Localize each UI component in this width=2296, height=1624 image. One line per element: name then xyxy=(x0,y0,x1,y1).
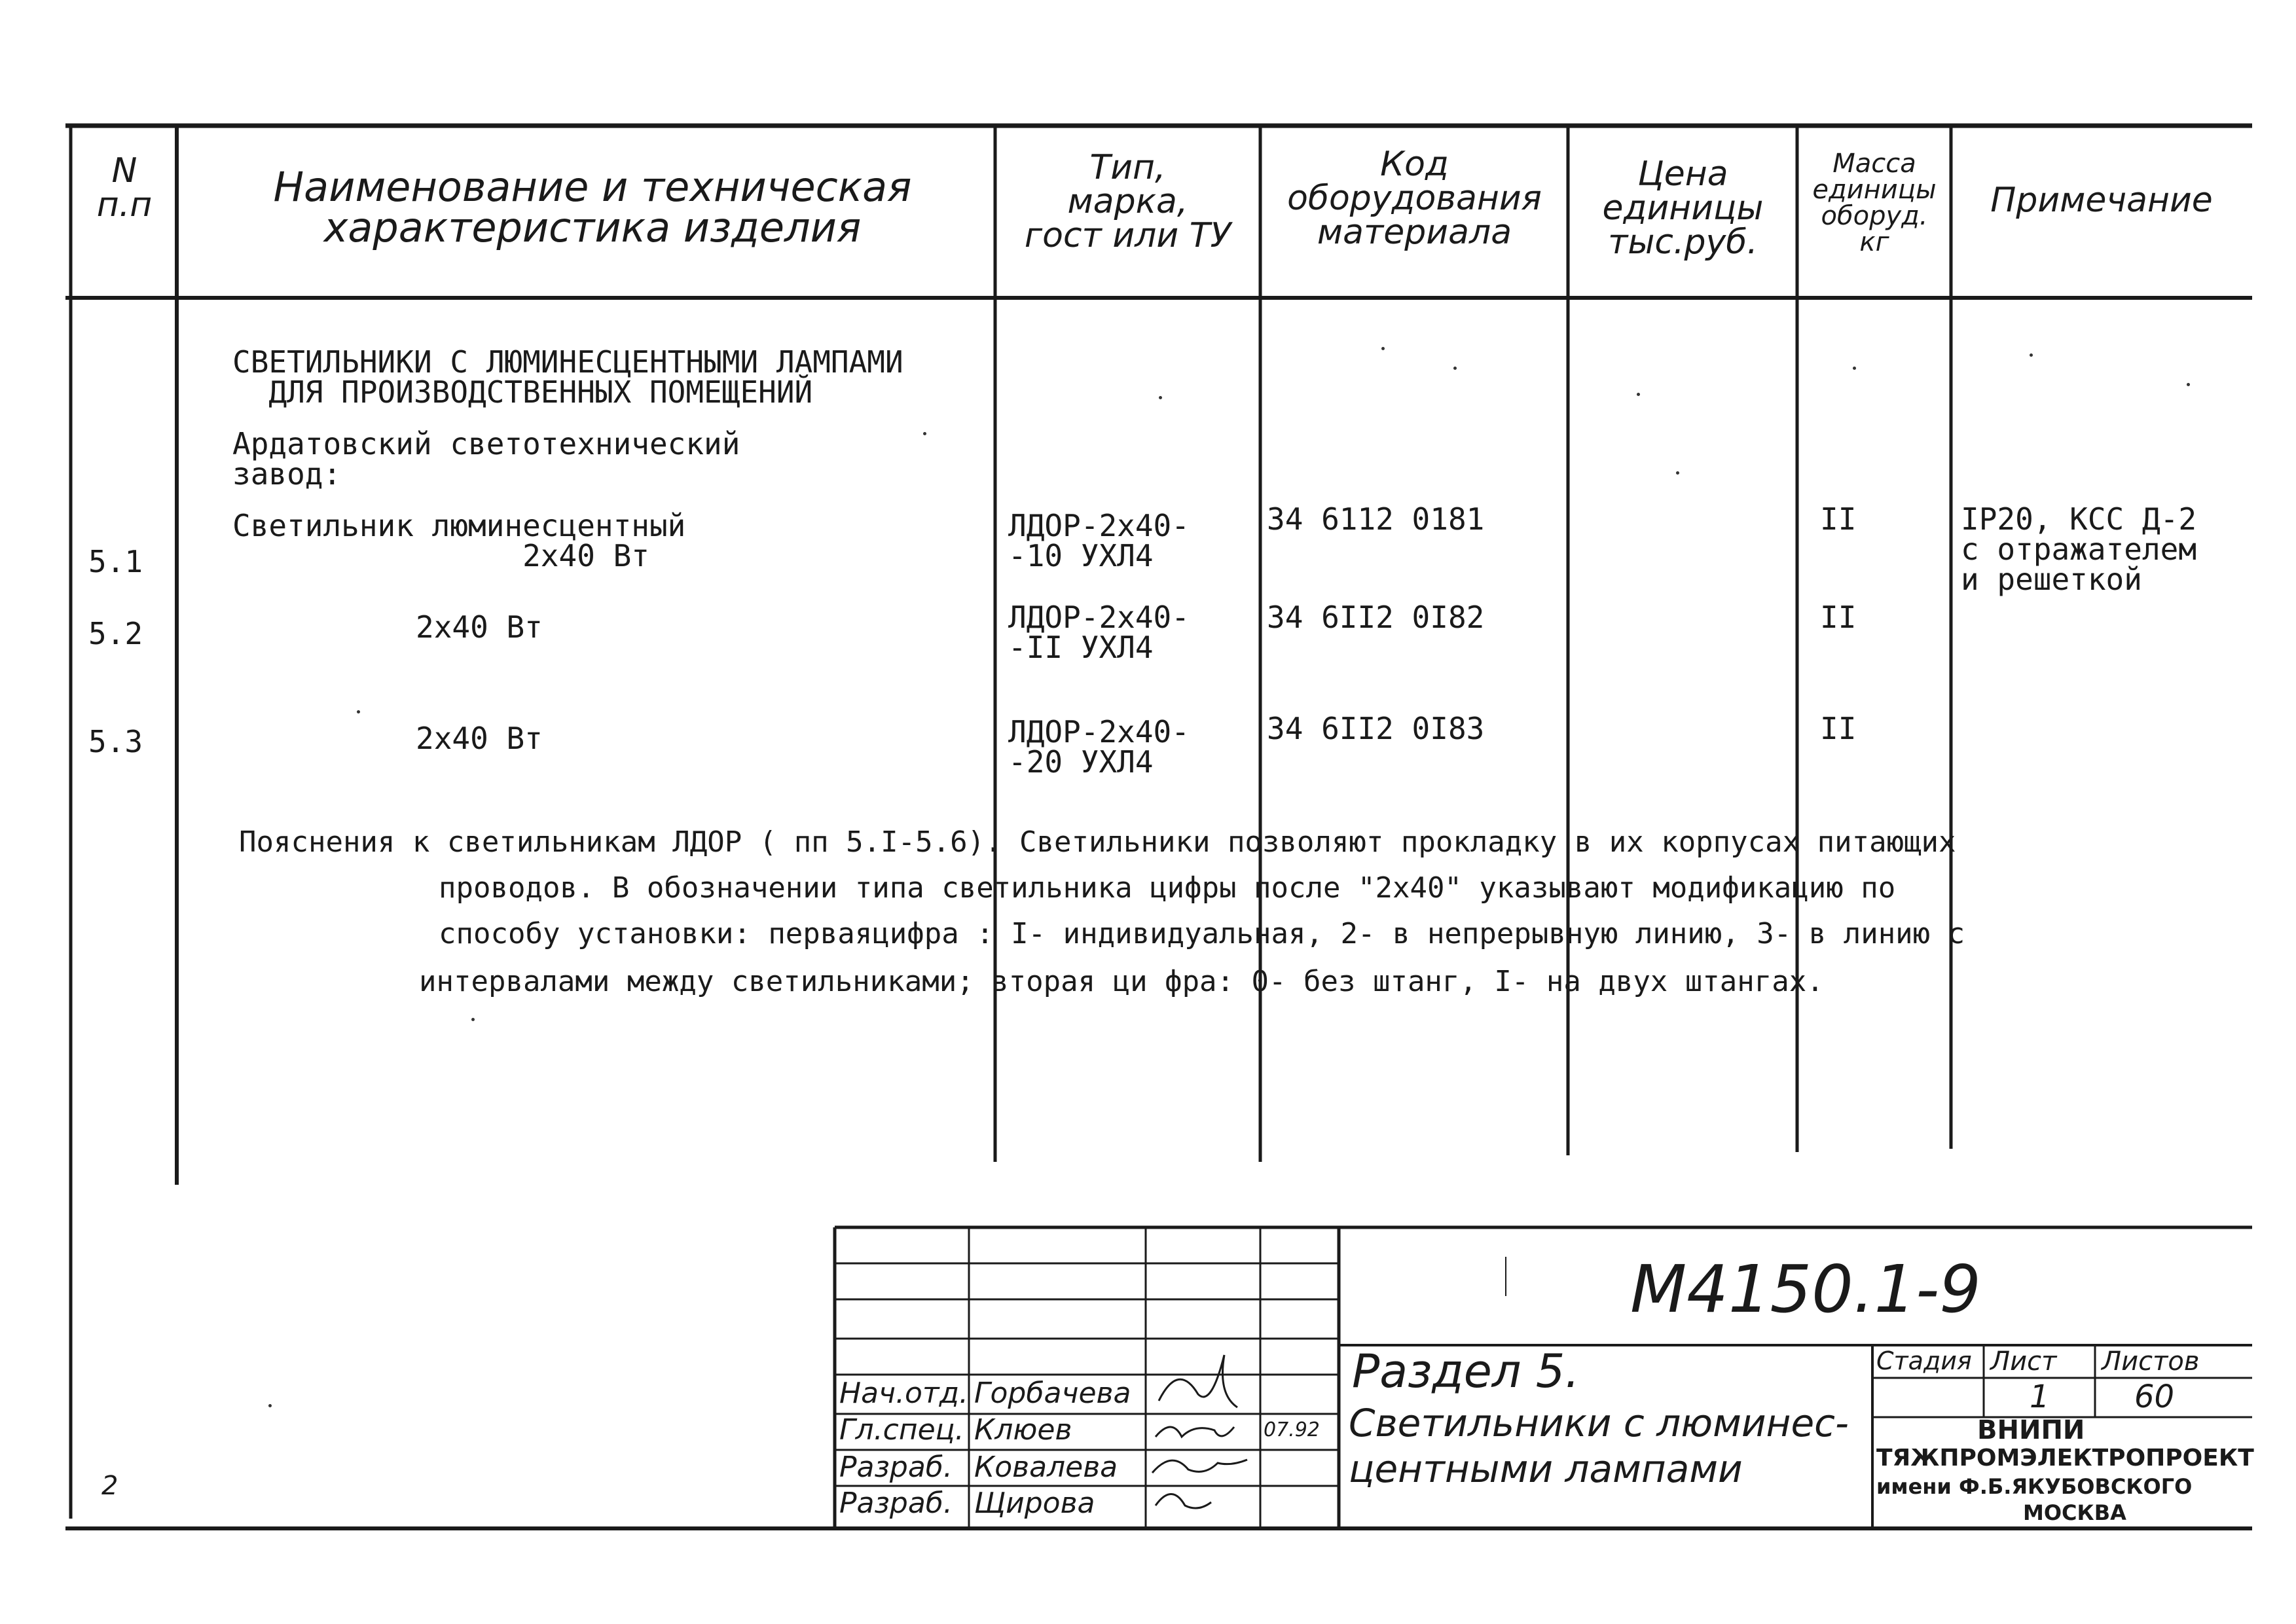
scan-speck xyxy=(923,432,926,435)
row-code: 34 6II2 0I83 xyxy=(1267,711,1485,746)
scan-speck xyxy=(268,1404,272,1407)
scan-speck xyxy=(1381,347,1385,350)
header-mass: Масса единицы оборуд. кг xyxy=(1812,149,1937,257)
org-city: МОСКВА xyxy=(2023,1500,2126,1525)
sheets-label: Листов xyxy=(2102,1346,2200,1377)
role-label: Разраб. xyxy=(839,1451,953,1484)
signature xyxy=(1156,1494,1211,1509)
explanation-line: интервалами между светильниками; вторая ци фра: 0- без штанг, I- на двух штангах. xyxy=(419,965,1824,998)
org-name: ТЯЖПРОМЭЛЕКТРОПРОЕКТ xyxy=(1876,1445,2254,1471)
org-name: имени Ф.Б.ЯКУБОВСКОГО xyxy=(1876,1474,2193,1499)
section-title: СВЕТИЛЬНИКИ С ЛЮМИНЕСЦЕНТНЫМИ ЛАМПАМИ ДЛЯ ПРОИЗВОДСТВЕННЫХ ПОМЕЩЕНИЙ xyxy=(232,344,903,410)
signature xyxy=(1152,1460,1247,1473)
manufacturer: Ардатовский светотехнический завод: xyxy=(232,426,740,492)
stage-label: Стадия xyxy=(1876,1346,1972,1375)
scan-speck xyxy=(1637,393,1640,396)
role-label: Гл.спец. xyxy=(839,1413,964,1447)
person-name: Ковалева xyxy=(974,1451,1118,1484)
section-label: Раздел 5. xyxy=(1352,1344,1580,1398)
header-name: Наименование и техническая характеристика изделия xyxy=(273,163,912,251)
row-num: 5.1 xyxy=(88,544,143,579)
header-type: Тип, марка, гост или ТУ xyxy=(1024,148,1231,255)
row-code: 34 6112 0181 xyxy=(1267,501,1485,537)
row-mass: II xyxy=(1820,711,1857,746)
org-name: ВНИПИ xyxy=(1977,1415,2085,1445)
role-label: Разраб. xyxy=(839,1487,953,1520)
row-mass: II xyxy=(1820,600,1857,635)
explanation-line: проводов. В обозначении типа светильника цифры после "2х40" указывают модификацию по xyxy=(439,871,1896,905)
sheets-total: 60 xyxy=(2134,1379,2175,1415)
scan-speck xyxy=(1453,367,1457,370)
explanation-line: Пояснения к светильникам ЛДОР ( пп 5.I-5.6). Светильники позволяют прокладку в их корпусах питающих xyxy=(239,825,1956,859)
person-name: Щирова xyxy=(974,1487,1095,1520)
row-name: 2x40 Вт xyxy=(416,721,543,756)
row-note: IP20, КСС Д-2 с отражателем и решеткой xyxy=(1961,501,2197,597)
scan-speck xyxy=(1853,367,1856,370)
row-num: 5.2 xyxy=(88,616,143,651)
document-code: M4150.1-9 xyxy=(1630,1251,1981,1327)
section-description: Светильники с люминес- центными лампами xyxy=(1349,1401,1849,1491)
row-num: 5.3 xyxy=(88,724,143,759)
row-name: 2x40 Вт xyxy=(416,609,543,645)
header-num: N п.п xyxy=(96,151,153,225)
scan-speck xyxy=(471,1018,475,1021)
header-note: Примечание xyxy=(1990,181,2213,220)
scan-speck xyxy=(1676,471,1679,475)
margin-note: 2 xyxy=(101,1471,118,1501)
explanation-line: способу установки: перваяцифра : I- индивидуальная, 2- в непрерывную линию, 3- в линию с xyxy=(439,917,1965,950)
row-code: 34 6II2 0I82 xyxy=(1267,600,1485,635)
row-type: ЛДОР-2х40- -II УХЛ4 xyxy=(1008,600,1190,665)
row-name: Светильник люминесцентный 2x40 Вт xyxy=(232,508,686,573)
row-mass: II xyxy=(1820,501,1857,537)
row-type: ЛДОР-2х40- -10 УХЛ4 xyxy=(1008,508,1190,573)
sheet-number: 1 xyxy=(2030,1379,2050,1415)
role-label: Нач.отд. xyxy=(839,1377,968,1410)
header-price: Цена единицы тыс.руб. xyxy=(1602,154,1764,262)
scan-speck xyxy=(1159,396,1162,399)
header-code: Код оборудования материала xyxy=(1287,145,1542,252)
approval-date: 07.92 xyxy=(1264,1418,1320,1441)
signature xyxy=(1156,1427,1234,1437)
person-name: Клюев xyxy=(974,1413,1072,1447)
row-type: ЛДОР-2х40- -20 УХЛ4 xyxy=(1008,714,1190,780)
scan-speck xyxy=(2187,383,2190,386)
sheet-label: Лист xyxy=(1990,1346,2057,1377)
signature xyxy=(1159,1355,1237,1407)
scan-speck xyxy=(357,710,360,713)
person-name: Горбачева xyxy=(974,1377,1131,1410)
scan-speck xyxy=(2030,353,2033,357)
